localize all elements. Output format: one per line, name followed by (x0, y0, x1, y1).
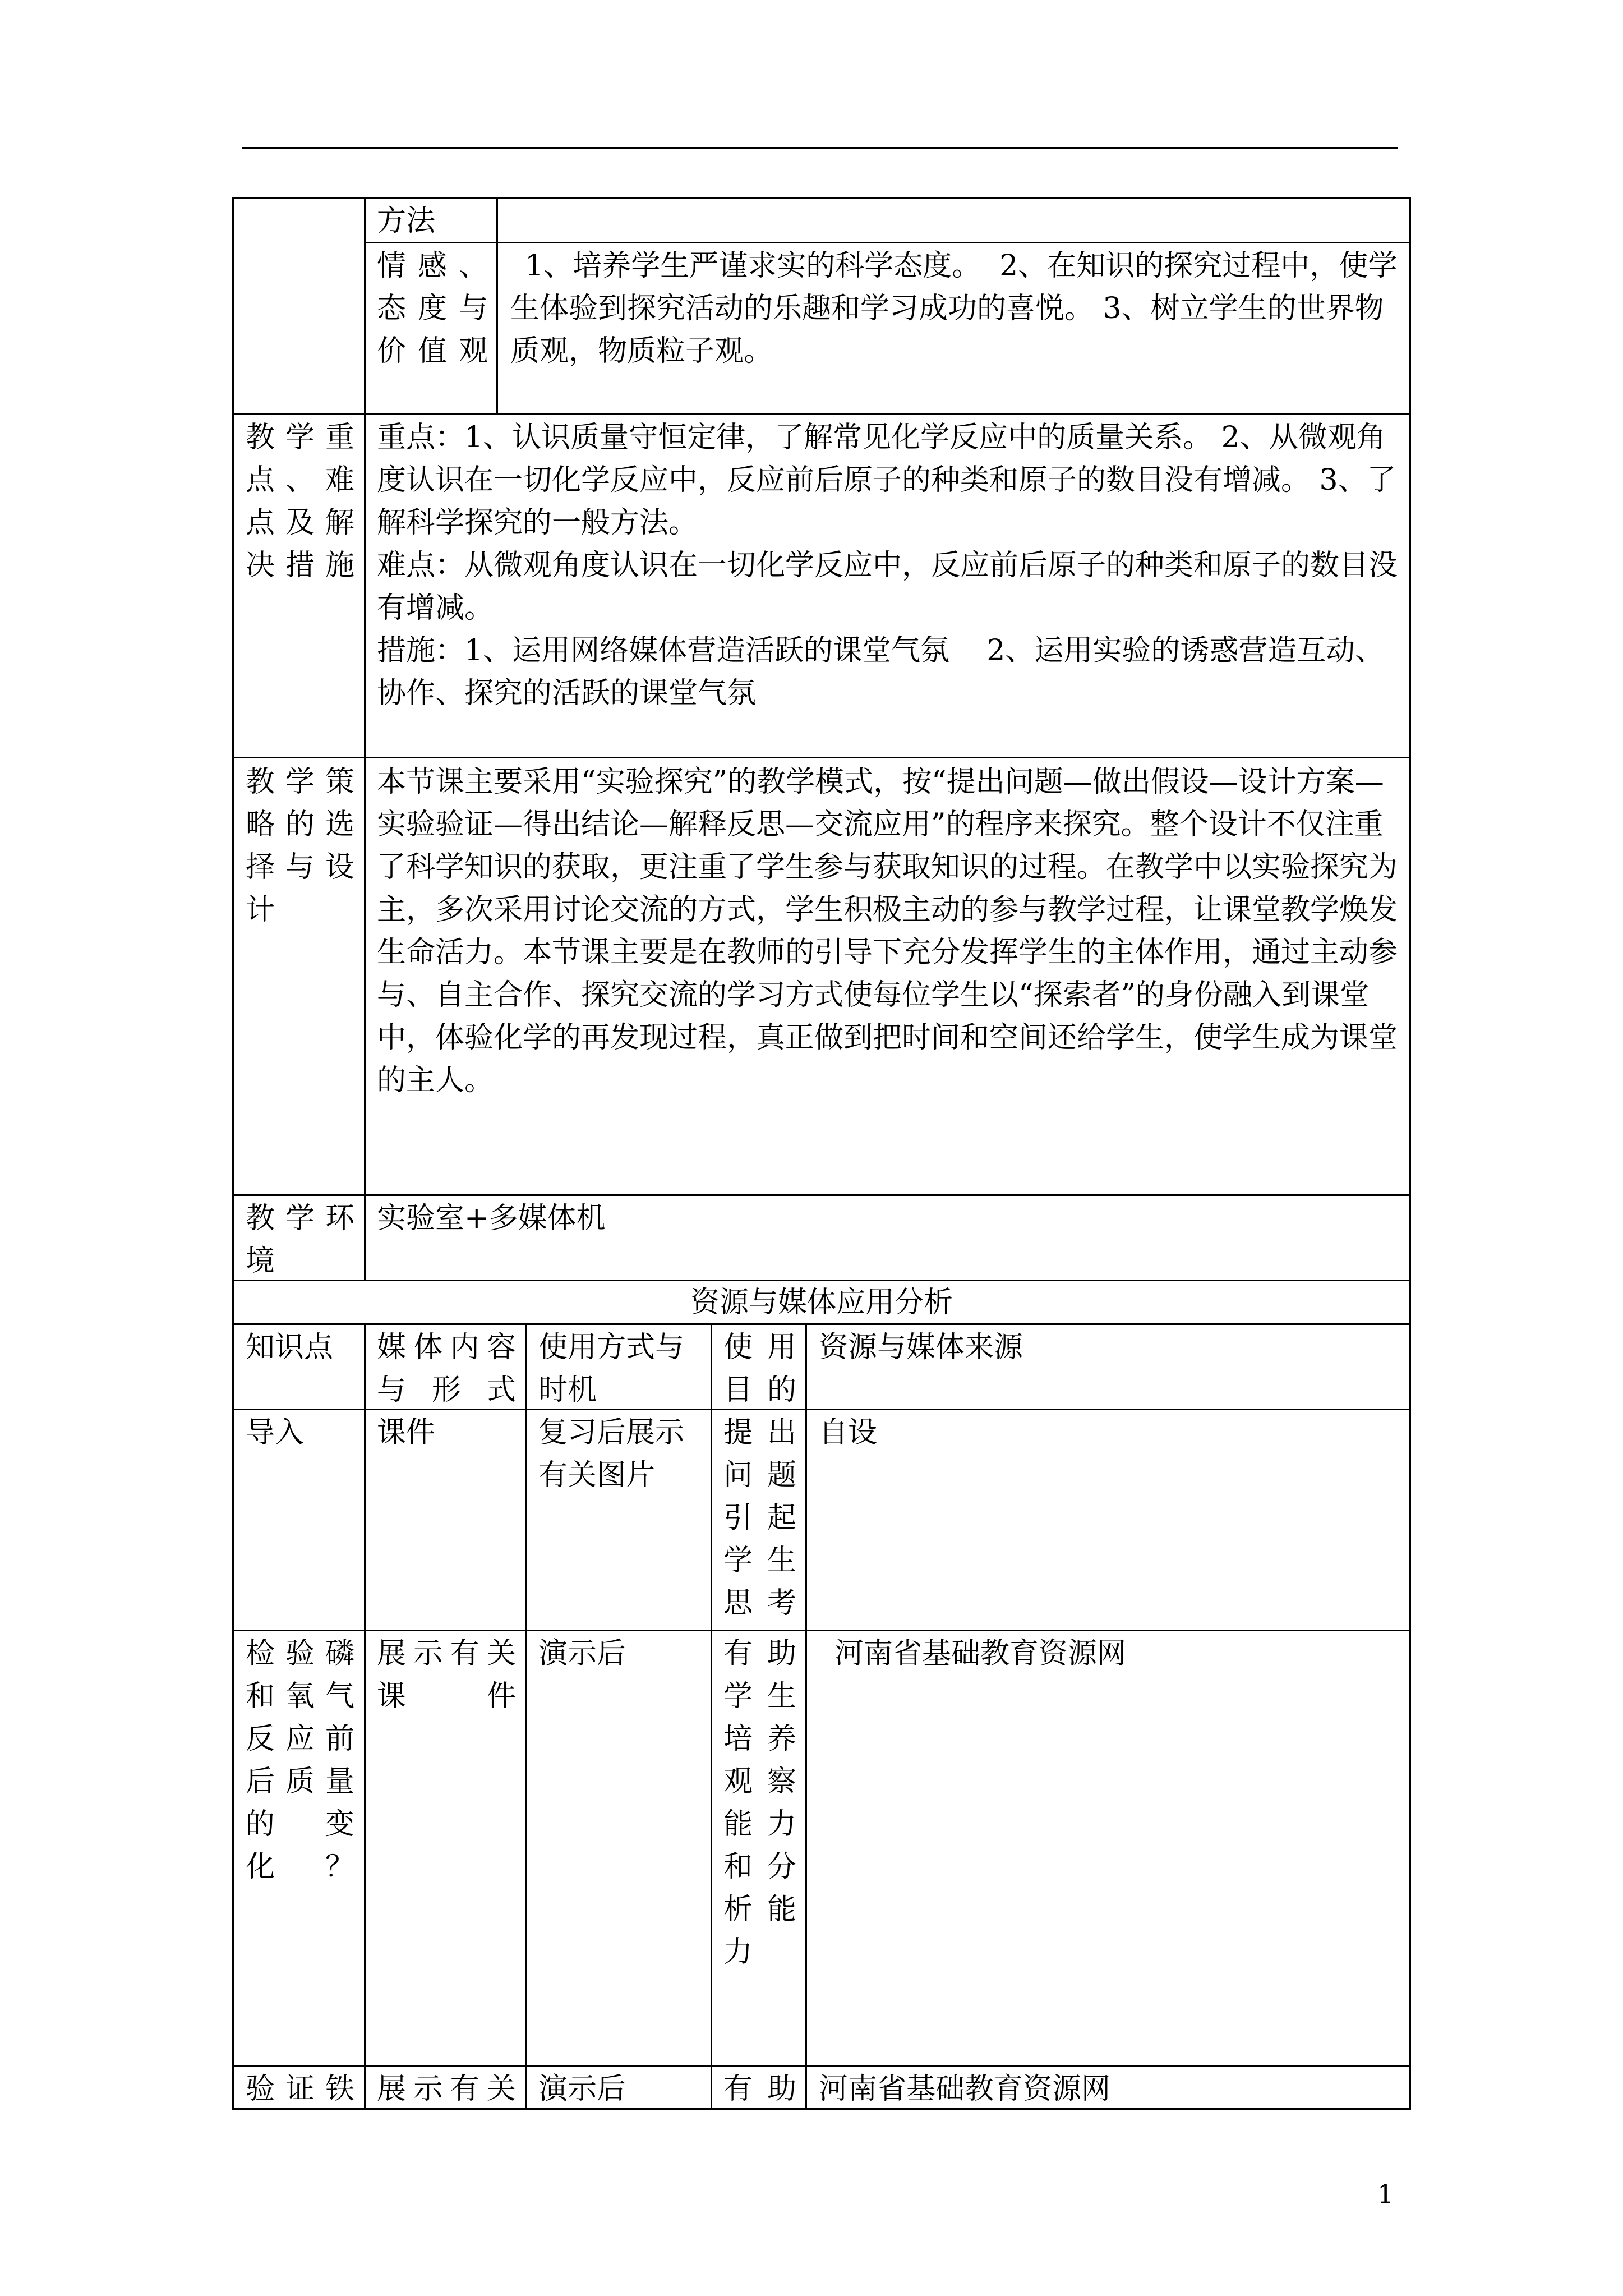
header-resource-source: 资源与媒体来源 (819, 1331, 1023, 1364)
table-row-cell: 河南省基础教育资源网 (819, 2072, 1111, 2106)
table-row-cell: 导入 (246, 1416, 305, 1450)
header-usage-timing: 使用方式与时机 (538, 1331, 685, 1407)
media-analysis-title: 资源与媒体应用分析 (690, 1286, 953, 1319)
table-row-cell: 展示有关 (377, 2072, 516, 2106)
header-media-content: 媒体内容与形式 (377, 1331, 516, 1407)
table-line (1409, 197, 1411, 2110)
key-points-measures: 措施：1、运用网络媒体营造活跃的课堂气氛 2、运用实验的诱惑营造互动、协作、探究的活跃的课堂气氛 (377, 634, 1385, 710)
table-row-cell: 有助学生培养观察能力和分析能力 (723, 1637, 796, 1969)
environment-label: 教学环境 (246, 1202, 354, 1278)
table-row-cell: 演示后 (538, 1637, 626, 1671)
strategy-text: 本节课主要采用“实验探究”的教学模式，按“提出问题—做出假设—设计方案—实验验证—得出结论—解释反思—交流应用”的程序来探究。整个设计不仅注重了科学知识的获取，更注重了学生参与获取知识的过程。在教学中以实验探究为主，多次采用讨论交流的方式，学生积极主动的参与教学过程，让课堂教学焕发生命活力。本节课主要是在教师的引导下充分发挥学生的主体作用，通过主动参与、自主合作、探究交流的学习方式使每位学生以“探索者”的身份融入到课堂中，体验化学的再发现过程，真正做到把时间和空间还给学生，使学生成为课堂的主人。 (377, 765, 1398, 1097)
table-line (232, 1194, 1411, 1196)
table-line (364, 242, 1411, 243)
key-points-difficulty: 难点：从微观角度认识在一切化学反应中，反应前后原子的种类和原子的数目没有增减。 (377, 549, 1398, 625)
table-row-cell: 河南省基础教育资源网 (834, 1637, 1127, 1671)
table-line (232, 413, 1411, 415)
table-row-cell: 有助 (723, 2072, 796, 2106)
table-line (711, 1323, 712, 2110)
table-line (525, 1323, 527, 2110)
strategy-label: 教学策略的选择与设计 (246, 765, 354, 927)
table-line (364, 197, 366, 1281)
table-row-cell: 检验磷和氧气反应前后质量的变化？ (246, 1637, 354, 1884)
environment-value: 实验室+多媒体机 (377, 1202, 606, 1235)
table-row-cell: 课件 (377, 1416, 436, 1450)
method-label: 方法 (377, 204, 436, 238)
table-line (232, 197, 234, 2110)
table-line (805, 1323, 807, 2110)
emotion-attitude-text: 1、培养学生严谨求实的科学态度。 2、在知识的探究过程中，使学生体验到探究活动的乐趣和学习成功的喜悦。 3、树立学生的世界物质观，物质粒子观。 (510, 249, 1398, 368)
table-row-cell: 自设 (819, 1416, 878, 1450)
page-number: 1 (1377, 2179, 1394, 2209)
table-row-cell: 演示后 (538, 2072, 626, 2106)
header-usage-purpose: 使用目的 (723, 1331, 796, 1407)
table-row-cell: 提出问题引起学生思考 (723, 1416, 796, 1620)
table-line (232, 1630, 1411, 1631)
header-knowledge-point: 知识点 (246, 1331, 334, 1364)
table-line (496, 197, 498, 415)
table-row-cell: 验证铁 (246, 2072, 354, 2106)
emotion-attitude-label: 情感、态度与价值观 (377, 249, 488, 368)
key-points-focus: 重点：1、认识质量守恒定律，了解常见化学反应中的质量关系。 2、从微观角度认识在一切化学反应中，反应前后原子的种类和原子的数目没有增减。 3、了解科学探究的一般方法。 (377, 421, 1396, 540)
table-line (232, 2065, 1411, 2067)
table-line (232, 757, 1411, 758)
table-row-cell: 复习后展示有关图片 (538, 1416, 685, 1492)
table-line (364, 1323, 366, 2110)
table-row-cell: 展示有关课件 (377, 1637, 516, 1713)
key-points-label: 教学重点、难点及解决措施 (246, 421, 354, 582)
table-line (232, 197, 1411, 199)
